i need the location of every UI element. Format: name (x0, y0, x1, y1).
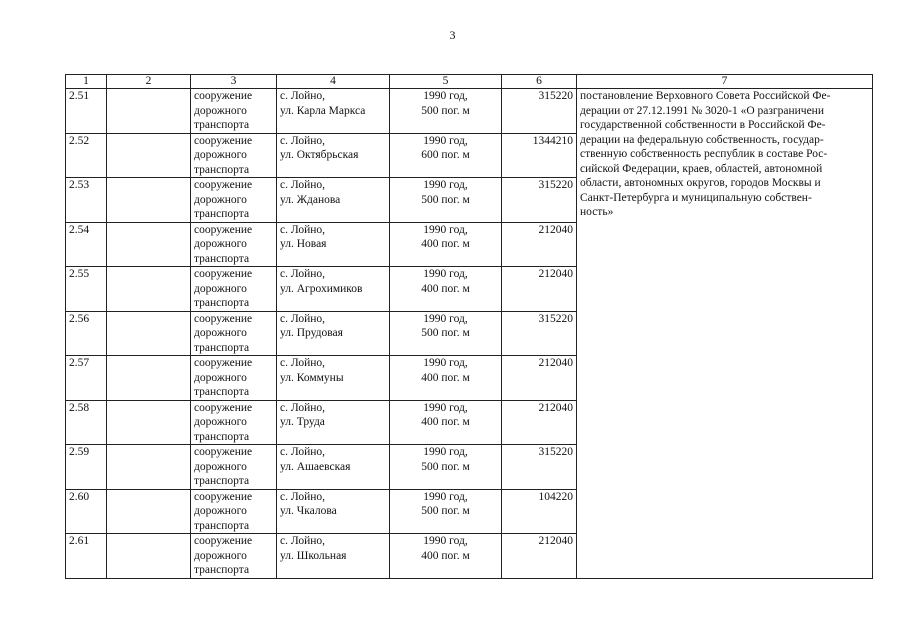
row-col2 (107, 534, 191, 579)
object-address (277, 267, 390, 312)
object-year-line: 400 пог. м (421, 416, 470, 428)
object-value: 212040 (502, 222, 577, 267)
object-address (277, 133, 390, 178)
object-type-line: сооружение (194, 357, 253, 369)
object-type-line: дорожного (194, 282, 247, 295)
object-address-line: ул. Труда (280, 416, 325, 428)
object-type (191, 400, 277, 445)
object-type-line: дорожного (194, 460, 247, 473)
object-type-line: транспорта (194, 386, 250, 398)
header-col-2: 2 (107, 75, 191, 89)
object-type-line: сооружение (194, 223, 253, 236)
row-number: 2.61 (66, 534, 107, 579)
object-address (277, 534, 390, 579)
object-type-line: транспорта (194, 119, 250, 131)
object-type-line: транспорта (194, 519, 250, 532)
object-year-length (390, 89, 502, 134)
object-value: 212040 (502, 267, 577, 312)
legal-basis-line: ственную собственность республик в составе Рос- (580, 148, 828, 160)
object-year-length (390, 267, 502, 312)
object-year-line: 1990 год, (423, 446, 468, 458)
object-type-line: транспорта (194, 252, 250, 265)
object-address (277, 400, 390, 445)
object-address-line: с. Лойно, (280, 90, 326, 102)
legal-basis-line: сийской Федерации, краев, областей, автономной (580, 162, 823, 175)
object-address-line: с. Лойно, (280, 134, 326, 147)
object-type-line: дорожного (194, 238, 247, 250)
object-address-line: ул. Ашаевская (280, 460, 351, 473)
object-address-line: ул. Карла Маркса (280, 104, 366, 117)
table-row (66, 89, 873, 134)
legal-basis-line: Санкт-Петербурга и муниципальную собствен- (580, 191, 812, 204)
object-address-line: ул. Агрохимиков (280, 282, 363, 295)
object-value: 1344210 (502, 133, 577, 178)
row-col2 (107, 133, 191, 178)
object-type-line: транспорта (194, 430, 250, 443)
row-col2 (107, 445, 191, 490)
object-type-line: дорожного (194, 104, 247, 117)
object-address-line: с. Лойно, (280, 401, 326, 414)
object-year-line: 1990 год, (423, 357, 468, 369)
object-year-line: 400 пог. м (421, 371, 470, 384)
row-number: 2.56 (66, 311, 107, 356)
header-col-1: 1 (66, 75, 107, 89)
object-value: 315220 (502, 178, 577, 223)
object-address-line: с. Лойно, (280, 312, 326, 325)
object-type-line: сооружение (194, 90, 253, 102)
object-year-line: 500 пог. м (421, 193, 470, 206)
legal-basis-line: ность» (580, 206, 614, 218)
object-year-length (390, 178, 502, 223)
object-address-line: с. Лойно, (280, 446, 326, 458)
row-number: 2.51 (66, 89, 107, 134)
object-type-line: дорожного (194, 327, 247, 339)
object-year-line: 1990 год, (423, 401, 468, 414)
object-year-length (390, 534, 502, 579)
legal-basis-line: дерации от 27.12.1991 № 3020-1 «О разграничени (580, 104, 824, 117)
object-type (191, 445, 277, 490)
object-year-line: 1990 год, (423, 179, 468, 191)
header-col-5: 5 (390, 75, 502, 89)
object-type-line: дорожного (194, 549, 247, 562)
legal-basis-line: постановление Верховного Совета Российской Фе- (580, 90, 831, 102)
row-col2 (107, 400, 191, 445)
object-address-line: ул. Жданова (280, 193, 341, 206)
object-type-line: сооружение (194, 535, 253, 547)
header-col-4: 4 (277, 75, 390, 89)
row-number: 2.54 (66, 222, 107, 267)
object-type-line: сооружение (194, 401, 253, 414)
object-year-line: 400 пог. м (421, 282, 470, 295)
row-number: 2.55 (66, 267, 107, 312)
object-value: 315220 (502, 89, 577, 134)
object-address-line: ул. Чкалова (280, 505, 337, 517)
object-year-line: 1990 год, (423, 268, 468, 280)
object-address (277, 311, 390, 356)
row-col2 (107, 489, 191, 534)
header-col-6: 6 (502, 75, 577, 89)
object-year-line: 1990 год, (423, 223, 468, 236)
object-address (277, 178, 390, 223)
object-year-line: 500 пог. м (421, 460, 470, 473)
object-address (277, 356, 390, 401)
row-col2 (107, 356, 191, 401)
object-year-length (390, 445, 502, 490)
object-address-line: с. Лойно, (280, 268, 326, 280)
object-type-line: сооружение (194, 490, 253, 503)
object-value: 315220 (502, 445, 577, 490)
object-value: 212040 (502, 400, 577, 445)
object-type-line: дорожного (194, 371, 247, 384)
page-number: 3 (449, 28, 456, 42)
object-type (191, 311, 277, 356)
header-col-7: 7 (577, 75, 873, 89)
row-number: 2.52 (66, 133, 107, 178)
row-number: 2.53 (66, 178, 107, 223)
object-value: 212040 (502, 534, 577, 579)
object-year-length (390, 311, 502, 356)
object-type-line: транспорта (194, 163, 250, 176)
object-year-line: 1990 год, (423, 312, 468, 325)
object-year-length (390, 356, 502, 401)
row-col2 (107, 267, 191, 312)
object-year-line: 500 пог. м (421, 327, 470, 339)
row-col2 (107, 89, 191, 134)
object-type-line: сооружение (194, 268, 253, 280)
object-type-line: транспорта (194, 564, 250, 576)
object-value: 212040 (502, 356, 577, 401)
row-col2 (107, 222, 191, 267)
object-year-line: 1990 год, (423, 90, 468, 102)
row-number: 2.57 (66, 356, 107, 401)
legal-basis (577, 89, 873, 579)
object-year-line: 500 пог. м (421, 104, 470, 117)
object-address-line: с. Лойно, (280, 357, 326, 369)
object-type (191, 178, 277, 223)
object-address (277, 89, 390, 134)
object-type-line: сооружение (194, 446, 253, 458)
row-number: 2.58 (66, 400, 107, 445)
object-type-line: сооружение (194, 312, 253, 325)
object-type (191, 534, 277, 579)
object-year-length (390, 133, 502, 178)
object-address-line: ул. Прудовая (280, 327, 343, 339)
object-address-line: с. Лойно, (280, 490, 326, 503)
object-address-line: с. Лойно, (280, 223, 326, 236)
row-number: 2.59 (66, 445, 107, 490)
object-type-line: дорожного (194, 193, 247, 206)
header-col-3: 3 (191, 75, 277, 89)
object-address-line: ул. Октябрьская (280, 149, 359, 161)
legal-basis-line: области, автономных округов, городов Москвы и (580, 177, 821, 189)
object-address-line: ул. Коммуны (280, 371, 344, 384)
object-type (191, 356, 277, 401)
property-table (65, 74, 873, 579)
object-year-length (390, 222, 502, 267)
object-address-line: с. Лойно, (280, 535, 326, 547)
object-address (277, 222, 390, 267)
object-year-line: 400 пог. м (421, 549, 470, 562)
object-type-line: дорожного (194, 149, 247, 161)
object-type-line: сооружение (194, 134, 253, 147)
legal-basis-line: государственной собственности в Российской Фе- (580, 119, 826, 131)
object-type (191, 267, 277, 312)
object-year-line: 500 пог. м (421, 505, 470, 517)
object-address-line: с. Лойно, (280, 179, 326, 191)
object-type-line: сооружение (194, 179, 253, 191)
object-type-line: транспорта (194, 208, 250, 220)
object-type (191, 89, 277, 134)
object-year-length (390, 400, 502, 445)
object-type-line: дорожного (194, 505, 247, 517)
object-year-line: 1990 год, (423, 134, 468, 147)
object-value: 104220 (502, 489, 577, 534)
row-col2 (107, 178, 191, 223)
object-address (277, 445, 390, 490)
object-value: 315220 (502, 311, 577, 356)
header-row (66, 75, 873, 89)
object-address (277, 489, 390, 534)
object-year-line: 1990 год, (423, 490, 468, 503)
object-year-line: 1990 год, (423, 535, 468, 547)
object-type (191, 489, 277, 534)
object-type-line: дорожного (194, 416, 247, 428)
row-col2 (107, 311, 191, 356)
legal-basis-line: дерации на федеральную собственность, государ- (580, 133, 824, 146)
row-number: 2.60 (66, 489, 107, 534)
object-type-line: транспорта (194, 475, 250, 487)
object-type-line: транспорта (194, 297, 250, 309)
object-type (191, 222, 277, 267)
object-type (191, 133, 277, 178)
object-year-line: 400 пог. м (421, 238, 470, 250)
object-address-line: ул. Школьная (280, 549, 347, 562)
object-address-line: ул. Новая (280, 238, 327, 250)
object-year-line: 600 пог. м (421, 149, 470, 161)
object-year-length (390, 489, 502, 534)
object-type-line: транспорта (194, 341, 250, 354)
